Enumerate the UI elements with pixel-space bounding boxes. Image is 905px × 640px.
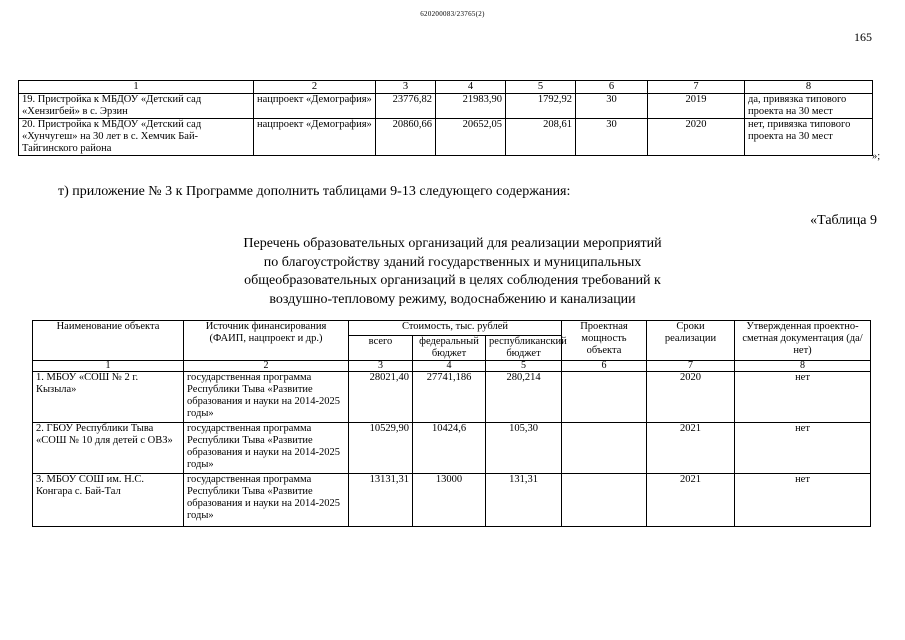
title-line: общеобразовательных организаций в целях соблюдения требований к <box>244 273 661 288</box>
approved-docs-cell: нет <box>735 423 871 474</box>
republic-budget-cell: 131,31 <box>486 474 562 527</box>
total-cost-cell: 13131,31 <box>349 474 413 527</box>
funding-source-cell: государственная программа Республики Тыва «Развитие образования и науки на 2014-2025 годы» <box>184 474 349 527</box>
column-number: 2 <box>254 81 376 94</box>
year-cell: 2019 <box>648 94 745 119</box>
column-number: 3 <box>349 361 413 372</box>
table-row <box>33 372 871 423</box>
table-row <box>33 474 871 527</box>
funding-source-cell: нацпроект «Демография» <box>254 119 376 156</box>
approved-docs-cell: нет <box>735 372 871 423</box>
header-cost: Стоимость, тыс. рублей <box>349 321 562 336</box>
column-number: 7 <box>648 81 745 94</box>
column-number: 1 <box>33 361 184 372</box>
header-object-name: Наименование объекта <box>33 321 184 361</box>
column-number: 3 <box>376 81 436 94</box>
object-name-cell: 1. МБОУ «СОШ № 2 г. Кызыла» <box>33 372 184 423</box>
column-number: 4 <box>413 361 486 372</box>
republic-budget-cell: 105,30 <box>486 423 562 474</box>
table-closing-quote: »; <box>872 151 881 162</box>
table-row <box>19 94 873 119</box>
title-line: воздушно-тепловому режиму, водоснабжению и канализации <box>269 291 636 307</box>
funding-source-cell: государственная программа Республики Тыва «Развитие образования и науки на 2014-2025 годы» <box>184 423 349 474</box>
table-row <box>19 119 873 156</box>
republic-budget-cell: 280,214 <box>486 372 562 423</box>
column-number: 7 <box>647 361 735 372</box>
funding-source-cell: государственная программа Республики Тыва «Развитие образования и науки на 2014-2025 годы» <box>184 372 349 423</box>
header-row <box>33 321 871 336</box>
continued-table <box>18 80 873 156</box>
column-number-row <box>19 81 873 94</box>
column-number: 5 <box>506 81 576 94</box>
object-name-cell: 2. ГБОУ Республики Тыва «СОШ № 10 для детей с ОВЗ» <box>33 423 184 474</box>
column-number: 4 <box>436 81 506 94</box>
column-number: 6 <box>576 81 648 94</box>
amendment-paragraph: т) приложение № 3 к Программе дополнить таблицами 9-13 следующего содержания: <box>58 184 571 199</box>
column-number: 6 <box>562 361 647 372</box>
header-approved-docs: Утвержденная проектно-сметная документация (да/нет) <box>735 321 871 361</box>
total-cost-cell: 20860,66 <box>376 119 436 156</box>
funding-source-cell: нацпроект «Демография» <box>254 94 376 119</box>
year-cell: 2020 <box>648 119 745 156</box>
total-cost-cell: 10529,90 <box>349 423 413 474</box>
column-number: 8 <box>735 361 871 372</box>
object-name-cell: 20. Пристройка к МБДОУ «Детский сад «Хунчугеш» на 30 лет в с. Хемчик Бай-Тайгинского района <box>19 119 254 156</box>
table-row <box>33 423 871 474</box>
column-number: 8 <box>745 81 873 94</box>
column-number: 1 <box>19 81 254 94</box>
total-cost-cell: 23776,82 <box>376 94 436 119</box>
header-terms: Сроки реализации <box>647 321 735 361</box>
republic-budget-cell: 1792,92 <box>506 94 576 119</box>
page-number: 165 <box>854 30 872 44</box>
approved-docs-cell: нет <box>735 474 871 527</box>
year-cell: 2021 <box>647 423 735 474</box>
header-capacity: Проектная мощность объекта <box>562 321 647 361</box>
capacity-cell <box>562 474 647 527</box>
federal-budget-cell: 27741,186 <box>413 372 486 423</box>
year-cell: 2020 <box>647 372 735 423</box>
header-funding-source: Источник финансирования (ФАИП, нацпроект и др.) <box>184 321 349 361</box>
title-line: по благоустройству зданий государственных и муниципальных <box>263 254 642 270</box>
total-cost-cell: 28021,40 <box>349 372 413 423</box>
title-line: Перечень образовательных организаций для реализации мероприятий <box>243 236 662 251</box>
capacity-cell <box>562 372 647 423</box>
object-name-cell: 19. Пристройка к МБДОУ «Детский сад «Хензигбей» в с. Эрзин <box>19 94 254 119</box>
republic-budget-cell: 208,61 <box>506 119 576 156</box>
approved-docs-cell: нет, привязка типового проекта на 30 мест <box>745 119 873 156</box>
column-number: 5 <box>486 361 562 372</box>
federal-budget-cell: 20652,05 <box>436 119 506 156</box>
table-title <box>0 235 905 309</box>
header-republic: республиканский бюджет <box>486 336 562 361</box>
federal-budget-cell: 21983,90 <box>436 94 506 119</box>
capacity-cell: 30 <box>576 119 648 156</box>
capacity-cell <box>562 423 647 474</box>
table-label: «Таблица 9 <box>810 213 877 228</box>
column-number: 2 <box>184 361 349 372</box>
document-id: 620200083/23765(2) <box>420 10 485 18</box>
column-number-row <box>33 361 871 372</box>
year-cell: 2021 <box>647 474 735 527</box>
capacity-cell: 30 <box>576 94 648 119</box>
schools-table <box>32 320 871 527</box>
header-federal: федеральный бюджет <box>413 336 486 361</box>
approved-docs-cell: да, привязка типового проекта на 30 мест <box>745 94 873 119</box>
federal-budget-cell: 13000 <box>413 474 486 527</box>
federal-budget-cell: 10424,6 <box>413 423 486 474</box>
object-name-cell: 3. МБОУ СОШ им. Н.С. Конгара с. Бай-Тал <box>33 474 184 527</box>
header-total: всего <box>349 336 413 361</box>
